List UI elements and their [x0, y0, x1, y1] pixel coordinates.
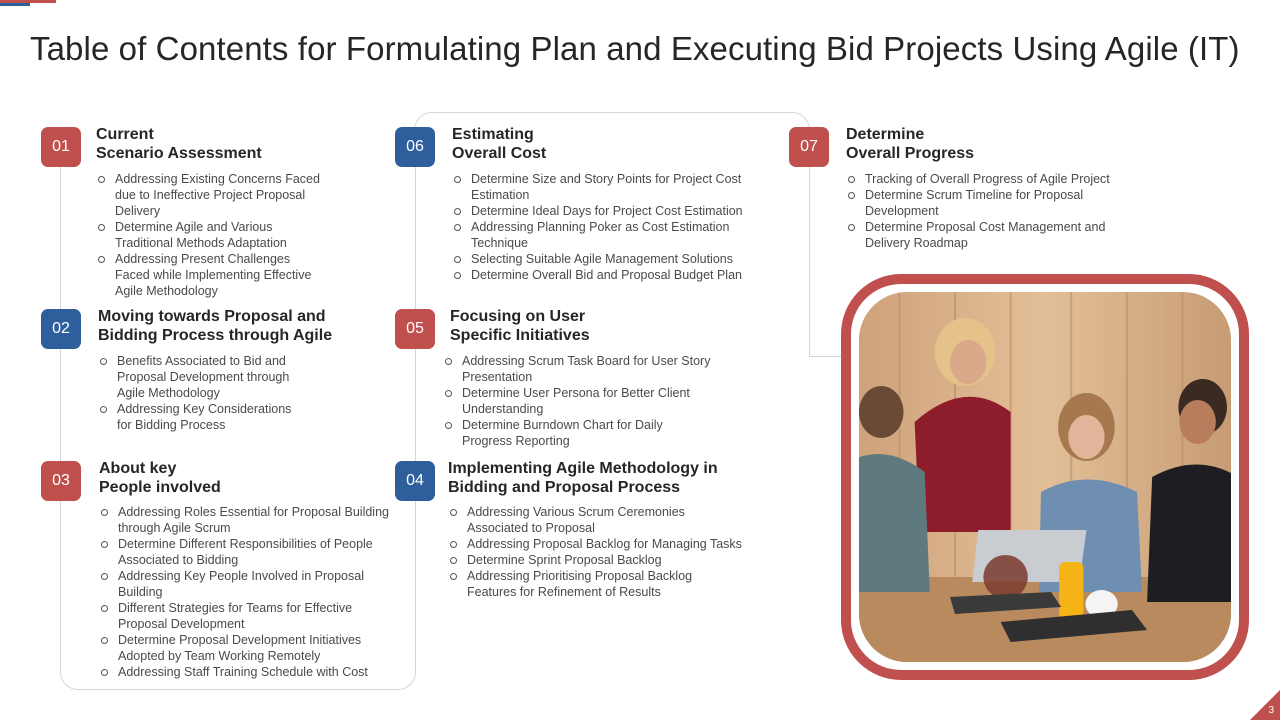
section-title-line2: Overall Progress [846, 145, 975, 162]
section-title-line1: Implementing Agile Methodology in [448, 460, 718, 477]
list-item[interactable]: Determine Proposal Cost Management and Delivery Roadmap [846, 219, 1131, 251]
section-badge: 03 [41, 461, 81, 501]
list-item[interactable]: Addressing Planning Poker as Cost Estimation Technique [452, 219, 752, 251]
section-title-line2: People involved [99, 479, 221, 496]
section-badge: 06 [395, 127, 435, 167]
section-title-line1: Current [96, 126, 154, 143]
section-title-line1: About key [99, 460, 177, 477]
section-title-line2: Bidding and Proposal Process [448, 479, 681, 496]
section-badge: 05 [395, 309, 435, 349]
list-item[interactable]: Determine Sprint Proposal Backlog [448, 552, 768, 568]
list-item[interactable]: Addressing Staff Training Schedule with Cost [99, 664, 389, 680]
section-item-list [443, 353, 743, 449]
section-title [452, 125, 712, 163]
list-item[interactable]: Determine Scrum Timeline for Proposal Development [846, 187, 1106, 219]
section-title [99, 459, 359, 497]
list-item[interactable]: Different Strategies for Teams for Effective Proposal Development [99, 600, 389, 632]
section-title [448, 459, 758, 497]
page-title: Table of Contents for Formulating Plan and Executing Bid Projects Using Agile (IT) [30, 30, 1240, 67]
section-item-list [452, 171, 772, 283]
list-item[interactable]: Determine Proposal Development Initiatives Adopted by Team Working Remotely [99, 632, 389, 664]
section-title [846, 125, 1106, 163]
section-badge: 01 [41, 127, 81, 167]
section-badge: 02 [41, 309, 81, 349]
team-meeting-photo [859, 292, 1231, 662]
section-badge: 07 [789, 127, 829, 167]
section-title-line1: Focusing on User [450, 308, 586, 325]
list-item[interactable]: Addressing Existing Concerns Faced due to Ineffective Project Proposal Delivery [96, 171, 321, 219]
section-item-list [448, 504, 768, 600]
list-item[interactable]: Determine Different Responsibilities of People Associated to Bidding [99, 536, 389, 568]
team-meeting-illustration [859, 292, 1231, 662]
list-item[interactable]: Determine Burndown Chart for Daily Progress Reporting [443, 417, 693, 449]
section-title-line2: Bidding Process through Agile [98, 327, 333, 344]
section-title [450, 307, 710, 345]
section-title-line1: Moving towards Proposal and [98, 308, 326, 325]
section-title [96, 125, 356, 163]
list-item[interactable]: Determine Overall Bid and Proposal Budget Plan [452, 267, 772, 283]
list-item[interactable]: Addressing Key Considerations for Bidding Process [98, 401, 308, 433]
page-corner-triangle [1250, 690, 1280, 720]
list-item[interactable]: Addressing Key People Involved in Proposal Building [99, 568, 389, 600]
section-item-list [96, 171, 321, 299]
list-item[interactable]: Determine User Persona for Better Client Understanding [443, 385, 723, 417]
section-item-list [846, 171, 1136, 251]
section-title-line1: Estimating [452, 126, 534, 143]
section-item-list [98, 353, 308, 433]
list-item[interactable]: Determine Agile and Various Traditional Methods Adaptation [96, 219, 321, 251]
list-item[interactable]: Addressing Present Challenges Faced while Implementing Effective Agile Methodology [96, 251, 321, 299]
list-item[interactable]: Addressing Prioritising Proposal Backlog Features for Refinement of Results [448, 568, 728, 600]
top-accent-bar-secondary [0, 3, 30, 6]
page-number: 3 [1268, 705, 1274, 716]
list-item[interactable]: Determine Size and Story Points for Project Cost Estimation [452, 171, 762, 203]
section-title-line2: Specific Initiatives [450, 327, 590, 344]
list-item[interactable]: Addressing Various Scrum Ceremonies Associated to Proposal [448, 504, 708, 536]
list-item[interactable]: Determine Ideal Days for Project Cost Estimation [452, 203, 772, 219]
section-title-line2: Scenario Assessment [96, 145, 262, 162]
section-title [98, 307, 398, 345]
list-item[interactable]: Selecting Suitable Agile Management Solutions [452, 251, 772, 267]
photo-frame [841, 274, 1249, 680]
list-item[interactable]: Addressing Scrum Task Board for User Story Presentation [443, 353, 743, 385]
list-item[interactable]: Addressing Roles Essential for Proposal Building through Agile Scrum [99, 504, 389, 536]
section-badge: 04 [395, 461, 435, 501]
list-item[interactable]: Tracking of Overall Progress of Agile Project [846, 171, 1136, 187]
section-title-line1: Determine [846, 126, 925, 143]
list-item[interactable]: Benefits Associated to Bid and Proposal Development through Agile Methodology [98, 353, 308, 401]
list-item[interactable]: Addressing Proposal Backlog for Managing Tasks [448, 536, 768, 552]
section-title-line2: Overall Cost [452, 145, 547, 162]
section-item-list [99, 504, 389, 680]
